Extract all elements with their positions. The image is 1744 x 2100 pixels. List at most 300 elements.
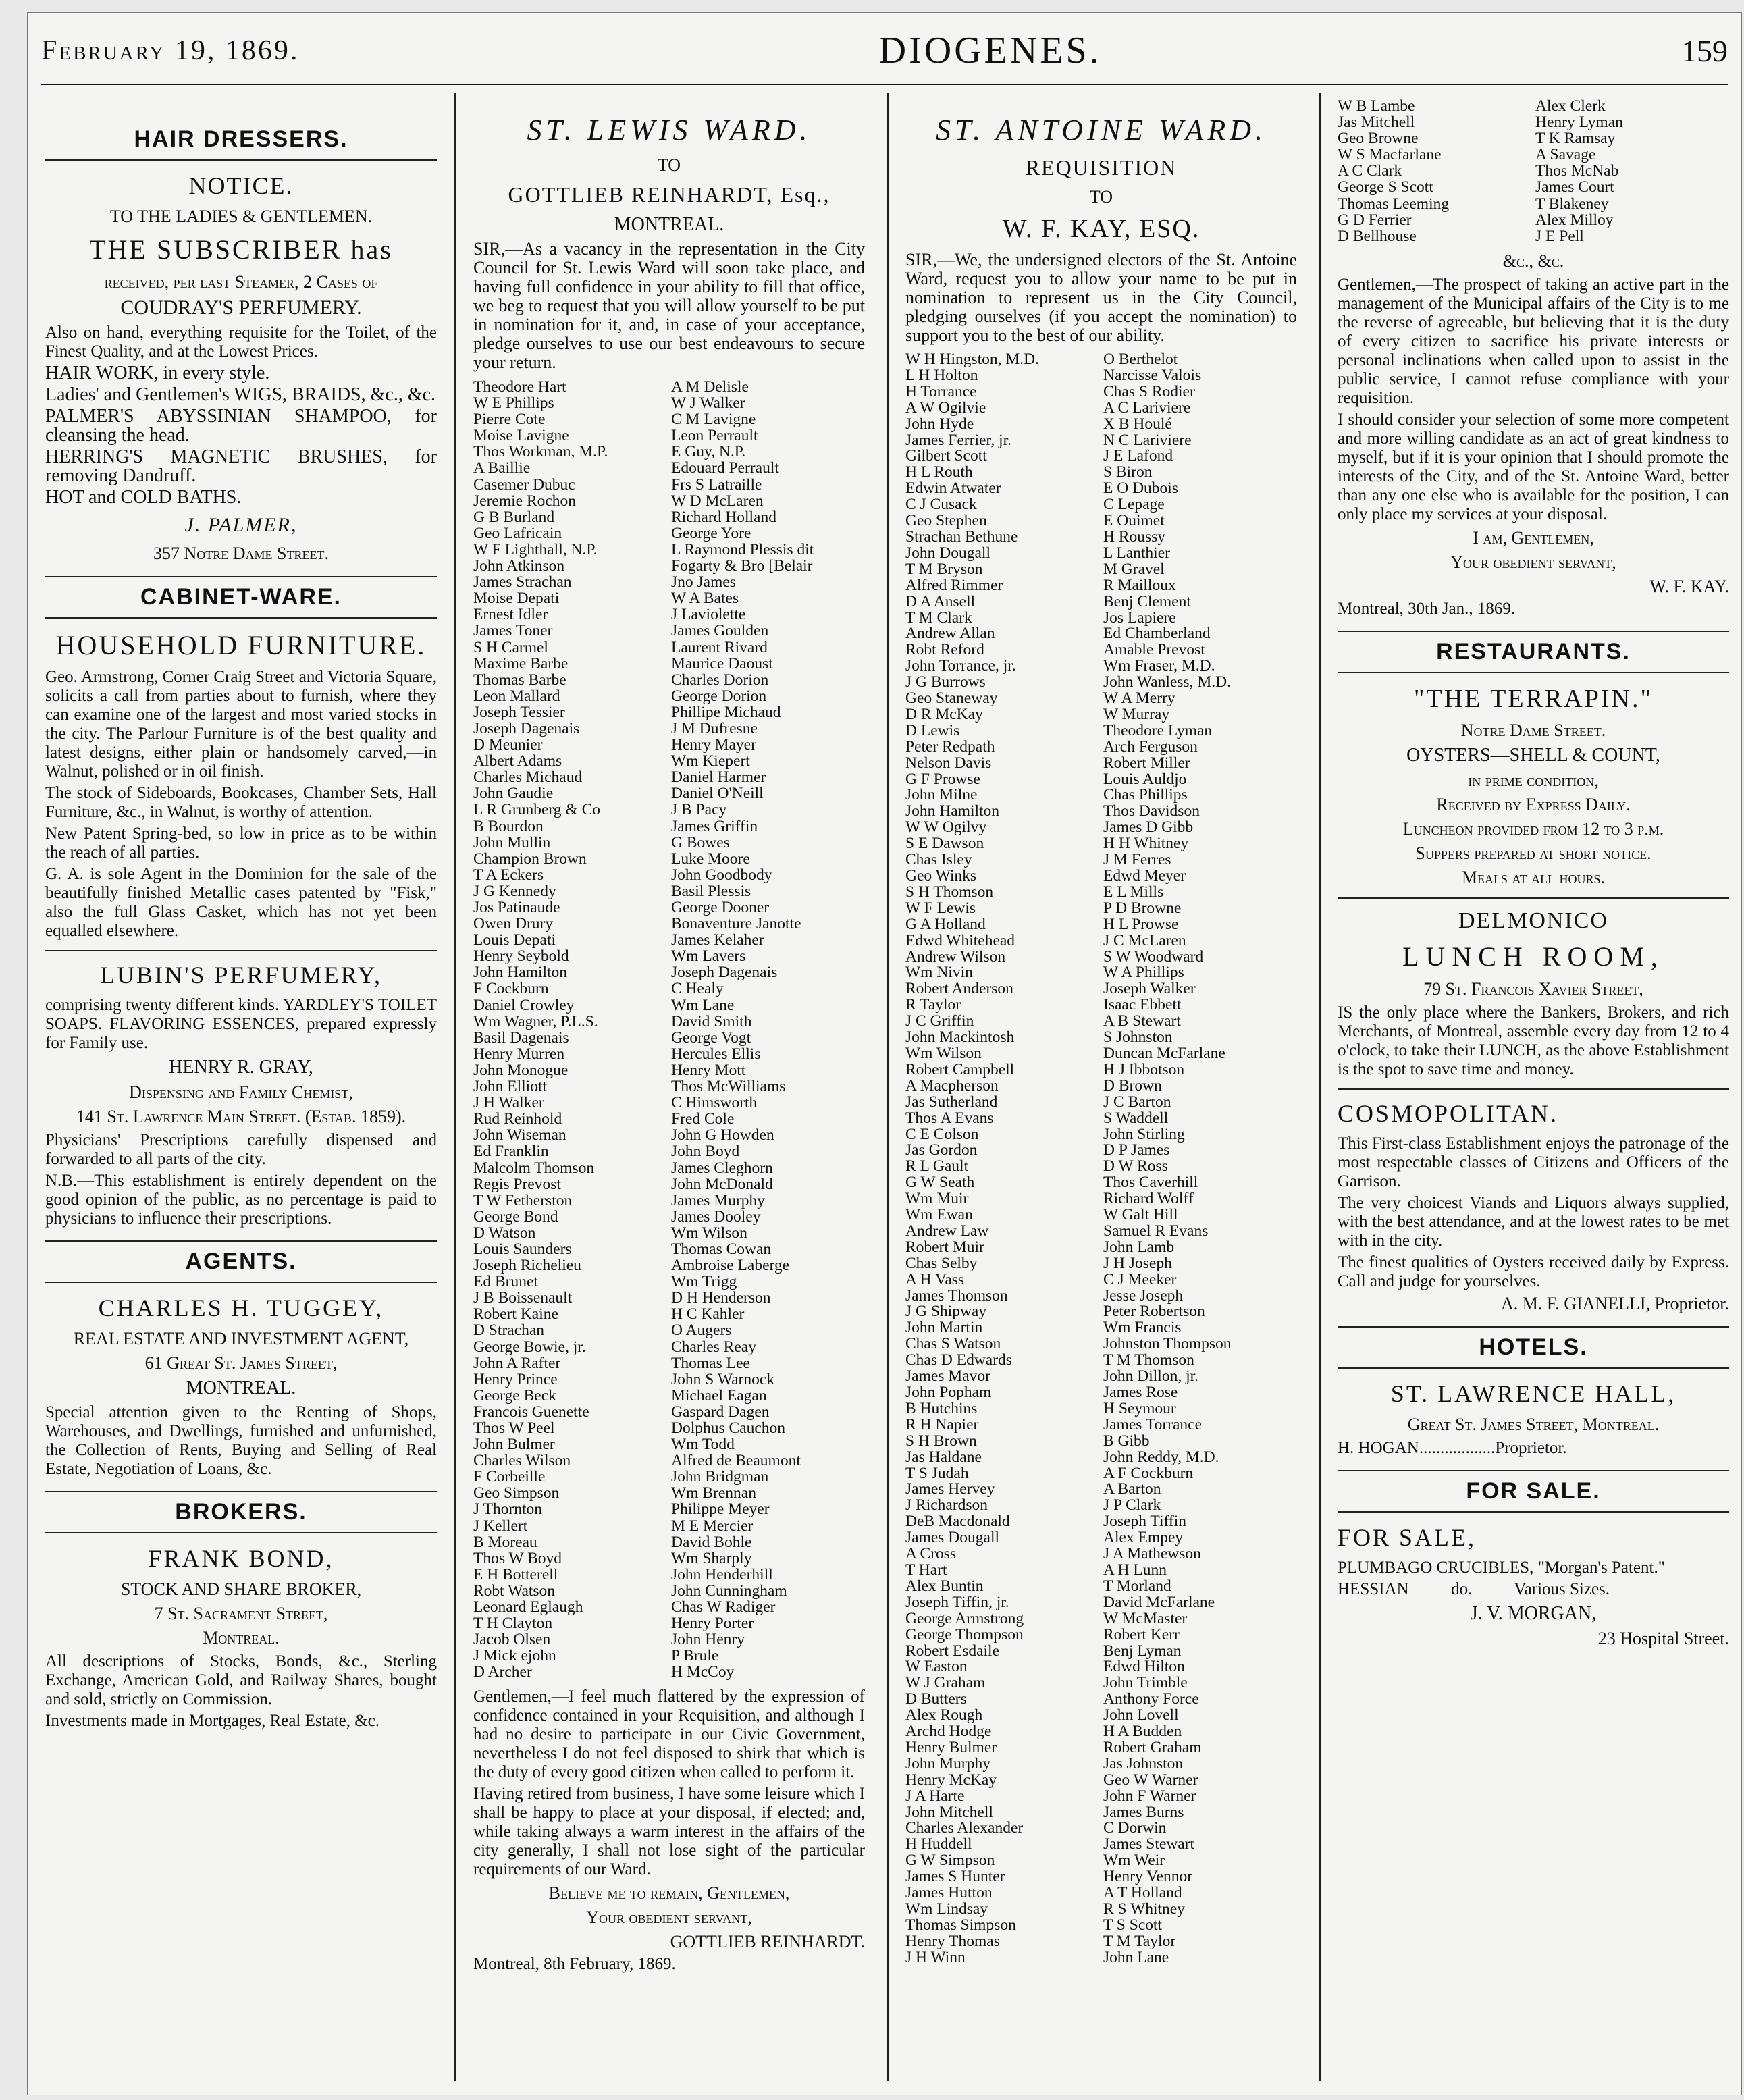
furniture-paragraph: New Patent Spring-bed, so low in price as to be within the reach of all parties.	[45, 824, 437, 862]
cosmopolitan-paragraph: This First-class Establishment enjoys the patronage of the most respectable classes of Citizens and Officers of the Garrison.	[1338, 1134, 1729, 1190]
signatory-name: T S Scott	[1103, 1917, 1163, 1934]
tuggey-address: 61 Great St. James Street,	[144, 1353, 338, 1373]
signatory-name: James Rose	[1103, 1385, 1178, 1401]
reply-paragraph: Gentlemen,—I feel much flattered by the expression of confidence contained in your Requisition, and although I had no desire to participate in our Civic Government, nevertheless I do not feel disposed to shirk that which is the duty of every good citizen when called to perform it.	[473, 1687, 865, 1781]
signatory-name: L R Grunberg & Co	[473, 802, 600, 818]
signatory-name: S H Thomson	[905, 884, 994, 901]
signatory-name: James Cleghorn	[671, 1159, 773, 1176]
signatory-name: E H Botterell	[473, 1566, 558, 1583]
signatory-name: T M Taylor	[1103, 1933, 1176, 1950]
signatory-name: A C Clark	[1338, 163, 1402, 180]
signatory-name: James Hutton	[905, 1885, 993, 1901]
signatory-name: D Archer	[473, 1664, 532, 1681]
signatory-name: Geo Browne	[1338, 130, 1419, 147]
signatory-name: G A Holland	[905, 916, 986, 933]
signatory-name: Wm Lindsay	[905, 1901, 988, 1918]
signatory-name: Wm Lavers	[671, 948, 746, 965]
for-sale-heading: FOR SALE,	[1338, 1523, 1477, 1551]
signatory-name: Robt Watson	[473, 1582, 556, 1600]
signatory-name: Anthony Force	[1103, 1691, 1199, 1708]
signatory-name: W McMaster	[1103, 1610, 1188, 1627]
signatory-name: J G Burrows	[905, 675, 986, 691]
signatory-name: Wm Francis	[1103, 1320, 1182, 1337]
kay-signature: W. F. KAY.	[1649, 576, 1729, 596]
signatory-name: L Raymond Plessis dit	[671, 541, 814, 558]
signatory-name: F Corbeille	[473, 1469, 546, 1486]
signatory-name: Leon Mallard	[473, 687, 560, 704]
signatory-name: Owen Drury	[473, 916, 554, 933]
cosmopolitan-paragraph: The very choicest Viands and Liquors always supplied, with the best attendance, and at the lowest rates to be met with in the city.	[1338, 1193, 1729, 1250]
signatory-name: DeB Macdonald	[905, 1514, 1010, 1531]
signatory-name: Alex Clerk	[1535, 98, 1606, 115]
signatory-name: John Henderhill	[671, 1566, 773, 1583]
signatory-name: Archd Hodge	[905, 1724, 992, 1740]
signatory-name: Bonaventure Janotte	[671, 916, 801, 933]
signatory-name: Henry Mayer	[671, 737, 756, 754]
signatory-name: E O Dubois	[1103, 481, 1178, 498]
signatory-name: Strachan Bethune	[905, 529, 1018, 546]
column-rule	[887, 93, 889, 2081]
signatory-list	[473, 379, 865, 1681]
signatory-name: John Goodbody	[671, 866, 772, 883]
signatory-name: A B Stewart	[1103, 1014, 1181, 1030]
signatory-name: Wm Fraser, M.D.	[1103, 658, 1215, 675]
signatory-name: Dolphus Cauchon	[671, 1420, 786, 1437]
signatory-name: J H Walker	[473, 1095, 544, 1111]
signatory-name: John Martin	[905, 1320, 983, 1337]
signatory-name: John Wanless, M.D.	[1103, 675, 1231, 691]
signatory-name: James Strachan	[473, 574, 572, 591]
signatory-name: S E Dawson	[905, 836, 984, 853]
signatory-name: Malcolm Thomson	[473, 1159, 595, 1176]
delmonico-paragraph: IS the only place where the Bankers, Brokers, and rich Merchants, of Montreal, assemble every day from 12 to 4 o'clock, to take their LUNCH, as the above Establishment is the spot to save time and money.	[1338, 1003, 1729, 1078]
signatory-name: W A Merry	[1103, 691, 1175, 707]
signatory-name: Wm Brennan	[671, 1485, 756, 1502]
signatory-name: H C Kahler	[671, 1306, 745, 1323]
signatory-name: Duncan McFarlane	[1103, 1045, 1225, 1062]
signatory-name: Theodore Hart	[473, 379, 566, 396]
signatory-name: Joseph Walker	[1103, 981, 1196, 998]
signatory-name: Wm Nivin	[905, 965, 973, 982]
tuggey-city: MONTREAL.	[186, 1377, 296, 1398]
signatory-name: Samuel R Evans	[1103, 1223, 1209, 1240]
furniture-heading: HOUSEHOLD FURNITURE.	[55, 630, 427, 660]
signatory-name: T Blakeney	[1535, 195, 1609, 212]
column-rule	[454, 93, 456, 2081]
signatory-name: Alex Buntin	[905, 1578, 984, 1595]
signatory-name: C Healy	[671, 980, 724, 997]
signatory-name: L H Holton	[905, 367, 978, 384]
gray-name: HENRY R. GRAY,	[169, 1057, 313, 1078]
signatory-name: Frs S Latraille	[671, 476, 762, 493]
signatory-name: Henry Lyman	[1535, 114, 1623, 131]
signatory-name: Thomas Leeming	[1338, 195, 1450, 212]
tuggey-paragraph: Special attention given to the Renting of Shops, Warehouses, and Dwellings, furnished and unfurnished, the Collection of Rents, Buying and Selling of Real Estate, Negotiation of Loans, &c.	[45, 1403, 437, 1478]
signatory-name: J G Kennedy	[473, 883, 556, 899]
signatory-name: Daniel Harmer	[671, 769, 766, 786]
signatory-name: Thos Davidson	[1103, 804, 1200, 820]
signatory-name: George Vogt	[671, 1029, 751, 1046]
signatory-name: D Butters	[905, 1691, 967, 1708]
signatory-name: Thomas Simpson	[905, 1917, 1016, 1934]
signatory-name: John Cunningham	[671, 1582, 787, 1600]
addressee: W. F. KAY, ESQ.	[1002, 215, 1200, 243]
signatory-name: H Roussy	[1103, 529, 1166, 546]
signatory-name: J M Dufresne	[671, 720, 758, 737]
signatory-name: N C Lariviere	[1103, 432, 1192, 449]
signatory-name: Ernest Idler	[473, 606, 548, 623]
signatory-name: T K Ramsay	[1535, 130, 1616, 147]
reply-servant: Your obedient servant,	[586, 1907, 752, 1927]
signatory-name: Joseph Tessier	[473, 704, 565, 720]
signatory-name: John Lane	[1103, 1949, 1169, 1966]
signatory-name: D Bellhouse	[1338, 228, 1417, 244]
signatory-name: John Bridgman	[671, 1469, 769, 1486]
signatory-name: George Dorion	[671, 687, 767, 704]
signatory-name: Robert Kerr	[1103, 1627, 1180, 1644]
signatory-name: C J Cusack	[905, 497, 977, 514]
signatory-name: W Galt Hill	[1103, 1207, 1178, 1224]
signatory-name: Alfred Rimmer	[905, 577, 1003, 594]
signatory-name: J H Joseph	[1103, 1255, 1172, 1272]
signatory-name: A W Ogilvie	[905, 400, 986, 417]
signatory-name: T Morland	[1103, 1578, 1171, 1595]
section-hotels: HOTELS.	[1338, 1326, 1729, 1369]
signatory-name: Louis Depati	[473, 932, 556, 949]
signatory-name: Edwd Whitehead	[905, 933, 1015, 949]
signatory-name: George Bowie, jr.	[473, 1338, 586, 1355]
signatory-name: John Reddy, M.D.	[1103, 1449, 1219, 1466]
also-text: Also on hand, everything requisite for the Toilet, of the Finest Quality, and at the Lowest Prices.	[45, 323, 437, 361]
signatory-name: J B Boissenault	[473, 1290, 573, 1307]
tuggey-name: CHARLES H. TUGGEY,	[98, 1294, 384, 1321]
signatory-name: G W Seath	[905, 1175, 975, 1192]
signatory-name: J B Pacy	[671, 802, 727, 818]
cosmopolitan-signature: A. M. F. GIANELLI, Proprietor.	[1500, 1293, 1729, 1313]
signatory-name: James Torrance	[1103, 1417, 1203, 1434]
section-restaurants: RESTAURANTS.	[1338, 631, 1729, 673]
signatory-name: James S Hunter	[905, 1869, 1005, 1886]
signatory-name: Henry Seybold	[473, 948, 569, 965]
signatory-name: Andrew Wilson	[905, 949, 1006, 966]
signatory-name: Thos Workman, M.P.	[473, 444, 608, 461]
signatory-name: Jacob Olsen	[473, 1631, 551, 1648]
hessian-line: HESSIAN do. Various Sizes.	[1338, 1579, 1610, 1598]
addressee-city: MONTREAL.	[614, 214, 724, 235]
signatory-name: D P James	[1103, 1143, 1170, 1159]
delmonico-address: 79 St. Francois Xavier Street,	[1423, 978, 1643, 999]
signatory-name: John Wiseman	[473, 1127, 566, 1144]
signatory-name: S W Woodward	[1103, 949, 1204, 966]
signatory-name: Joseph Tiffin	[1103, 1514, 1186, 1531]
signatory-name: J H Winn	[905, 1949, 966, 1966]
signatory-name: S Biron	[1103, 465, 1153, 481]
signatory-name: Geo Staneway	[905, 691, 998, 707]
signatory-name: C Lepage	[1103, 497, 1165, 514]
signatory-name: J C McLaren	[1103, 933, 1186, 949]
wigs-text: Ladies' and Gentlemen's WIGS, BRAIDS, &c., &c.	[45, 384, 436, 405]
signatory-name: W H Hingston, M.D.	[905, 352, 1040, 368]
signatory-name: Louis Auldjo	[1103, 771, 1187, 788]
signatory-list	[905, 352, 1297, 1966]
column-3	[905, 93, 1297, 2081]
section-hair-dressers: HAIR DRESSERS.	[45, 120, 437, 161]
signatory-name: T S Judah	[905, 1465, 969, 1482]
signatory-name: Pierre Cote	[473, 411, 546, 428]
signatory-name: W J Walker	[671, 395, 745, 412]
notice-heading: NOTICE.	[188, 172, 294, 199]
signatory-name: T Hart	[905, 1562, 947, 1579]
signatory-name: R H Napier	[905, 1417, 979, 1434]
signatory-name: John A Rafter	[473, 1355, 561, 1371]
signatory-name: John Elliott	[473, 1078, 548, 1095]
signatory-name: Benj Clement	[1103, 594, 1191, 610]
signatory-name: D Watson	[473, 1224, 536, 1241]
signatory-name: Benj Lyman	[1103, 1643, 1182, 1660]
signatory-name: Louis Saunders	[473, 1240, 572, 1258]
signatory-name: Francois Guenette	[473, 1403, 589, 1420]
signatory-name: Luke Moore	[671, 850, 750, 867]
signatory-name: John Milne	[905, 787, 978, 804]
signatory-name: James Dooley	[671, 1208, 761, 1225]
lawrence-heading: ST. LAWRENCE HALL,	[1390, 1380, 1676, 1407]
signatory-name: James Court	[1535, 179, 1614, 196]
signatory-name: W A Phillips	[1103, 965, 1184, 982]
signatory-name: Richard Holland	[671, 508, 776, 525]
signatory-name: John F Warner	[1103, 1788, 1196, 1805]
signatory-name: Chas W Radiger	[671, 1599, 776, 1616]
signatory-name: C Himsworth	[671, 1095, 758, 1111]
signatory-name: H L Prowse	[1103, 916, 1179, 933]
signatory-name: James Dougall	[905, 1530, 1000, 1547]
signatory-name: H A Budden	[1103, 1724, 1182, 1740]
signatory-name: James D Gibb	[1103, 820, 1194, 837]
signatory-name: D Brown	[1103, 1078, 1162, 1095]
signatory-name: Thomas Lee	[671, 1355, 750, 1371]
signatory-name: A T Holland	[1103, 1885, 1182, 1901]
signatory-name: Wm Wilson	[671, 1224, 747, 1241]
kay-date: Montreal, 30th Jan., 1869.	[1338, 599, 1516, 618]
divider	[45, 950, 437, 951]
signatory-name: Wm Ewan	[905, 1207, 973, 1224]
signatory-name: John Trimble	[1103, 1675, 1188, 1692]
signatory-name: W E Phillips	[473, 395, 554, 412]
signatory-list	[1338, 98, 1729, 244]
signatory-name: Thomas Barbe	[473, 671, 566, 688]
signatory-name: Chas Isley	[905, 852, 972, 868]
furniture-paragraph: G. A. is sole Agent in the Dominion for the sale of the beautifully finished Metallic cases patented by "Fisk," also the full Glass Casket, which has not yet been equalled elsewhere.	[45, 865, 437, 940]
section-cabinet-ware: CABINET-WARE.	[45, 576, 437, 619]
signatory-name: Jeremie Rochon	[473, 492, 577, 509]
signatory-name: Ambroise Laberge	[671, 1257, 790, 1274]
kay-paragraph: Gentlemen,—The prospect of taking an active part in the management of the Municipal affairs of the City is to me the reverse of agreeable, but believing that it is the duty of every citizen to sacrifice his private interests or personal inclinations when called upon to assist in the public service, I cannot refuse compliance with your requisition.	[1338, 275, 1729, 407]
gray-paragraph: Physicians' Prescriptions carefully dispensed and forwarded to all parts of the city.	[45, 1131, 437, 1168]
ward-heading: ST. ANTOINE WARD.	[935, 113, 1267, 147]
signatory-name: Maurice Daoust	[671, 655, 773, 672]
signatory-name: John G Howden	[671, 1127, 774, 1144]
signatory-name: John Gaudie	[473, 785, 554, 802]
signatory-name: J G Shipway	[905, 1304, 987, 1321]
requisition-heading: REQUISITION	[1025, 155, 1178, 180]
signatory-name: Henry Bulmer	[905, 1739, 997, 1756]
signatory-name: Jas Mitchell	[1338, 114, 1415, 131]
signatory-name: T M Thomson	[1103, 1353, 1194, 1369]
signatory-name: H L Routh	[905, 465, 973, 481]
morgan-name: J. V. MORGAN,	[1470, 1602, 1597, 1624]
signatory-name: John Hyde	[905, 416, 974, 433]
kay-paragraph: I should consider your selection of some more competent and more willing candidate as an act of great kindness to myself, but if it is your opinion that I should promote the interests of the City, and of the St. Antoine Ward, better than any one else who is available for the position, I can only place my services at your disposal.	[1338, 410, 1729, 523]
divider	[1338, 1088, 1729, 1090]
bond-city: Montreal.	[203, 1628, 280, 1648]
signatory-name: Andrew Law	[905, 1223, 989, 1240]
signatory-name: D W Ross	[1103, 1159, 1168, 1176]
signatory-name: J Richardson	[905, 1498, 988, 1515]
column-1	[45, 93, 437, 2081]
signatory-name: Edwd Meyer	[1103, 868, 1186, 885]
signatory-name: H Huddell	[905, 1837, 972, 1854]
notice-audience: TO THE LADIES & GENTLEMEN.	[109, 207, 373, 226]
signatory-name: Robert Graham	[1103, 1739, 1202, 1756]
signatory-name: J Kellert	[473, 1517, 528, 1534]
signatory-name: Alfred de Beaumont	[671, 1452, 801, 1469]
signatory-name: A H Lunn	[1103, 1562, 1167, 1579]
signatory-name: T M Bryson	[905, 561, 983, 578]
signatory-name: Robert Miller	[1103, 755, 1190, 772]
signatory-name: T M Clark	[905, 610, 972, 627]
signatory-name: Peter Redpath	[905, 739, 995, 756]
signatory-name: James Hervey	[905, 1481, 995, 1498]
signatory-name: S Waddell	[1103, 1110, 1169, 1127]
signatory-name: J Laviolette	[671, 606, 746, 623]
luncheon-text: Luncheon provided from 12 to 3 p.m.	[1402, 818, 1664, 839]
signatory-name: John Torrance, jr.	[905, 658, 1016, 675]
baths-text: HOT and COLD BATHS.	[45, 487, 242, 508]
shampoo-text: PALMER'S ABYSSINIAN SHAMPOO, for cleansing the head.	[45, 406, 437, 446]
signatory-name: John Murphy	[905, 1756, 990, 1773]
signatory-name: Fogarty & Bro [Belair	[671, 558, 813, 575]
signatory-name: John Mitchell	[905, 1804, 993, 1821]
kay-close: I am, Gentlemen,	[1473, 527, 1594, 548]
signatory-name: B Bourdon	[473, 818, 544, 835]
prime-text: in prime condition,	[1468, 770, 1599, 790]
signatory-name: Edwd Hilton	[1103, 1659, 1185, 1676]
palmer-address: 357 Notre Dame Street.	[153, 544, 329, 563]
signatory-name: D Lewis	[905, 723, 960, 739]
issue-date: February 19, 1869.	[41, 35, 300, 66]
column-2	[473, 93, 865, 2081]
signatory-name: S H Brown	[905, 1433, 977, 1450]
signatory-name: Ed Brunet	[473, 1274, 538, 1290]
signatory-name: Nelson Davis	[905, 755, 992, 772]
newspaper-page	[27, 12, 1742, 2095]
signatory-name: J E Pell	[1535, 228, 1584, 244]
signatory-name: Geo Stephen	[905, 513, 987, 529]
signatory-name: Joseph Tiffin, jr.	[905, 1594, 1009, 1611]
delmonico-heading: DELMONICO	[1458, 908, 1608, 933]
signatory-name: George Beck	[473, 1387, 556, 1404]
signatory-name: Henry McKay	[905, 1772, 997, 1789]
signatory-name: B Gibb	[1103, 1433, 1150, 1450]
kay-servant: Your obedient servant,	[1450, 552, 1616, 572]
signatory-name: J E Lafond	[1103, 448, 1173, 465]
signatory-name: Wm Weir	[1103, 1853, 1165, 1870]
signatory-name: John Hamilton	[473, 964, 568, 981]
signatory-name: Philippe Meyer	[671, 1501, 770, 1518]
signatory-name: Joseph Richelieu	[473, 1257, 581, 1274]
signatory-name: Alex Milloy	[1535, 211, 1614, 228]
signatory-name: John Boyd	[671, 1143, 740, 1160]
page-number: 159	[1681, 33, 1728, 68]
signatory-name: Henry Prince	[473, 1371, 558, 1388]
signatory-name: G W Simpson	[905, 1853, 995, 1870]
paper-title: DIOGENES.	[878, 30, 1102, 72]
signatory-name: Champion Brown	[473, 850, 587, 867]
signatory-name: Leonard Eglaugh	[473, 1599, 583, 1616]
signatory-name: R S Whitney	[1103, 1901, 1185, 1918]
signatory-name: Robert Campbell	[905, 1061, 1015, 1078]
signatory-name: John Bulmer	[473, 1436, 555, 1453]
received-text: received, per last Steamer, 2 Cases of	[104, 272, 378, 292]
signatory-name: Alex Rough	[905, 1708, 983, 1725]
signatory-name: Wm Kiepert	[671, 753, 750, 770]
furniture-paragraph: The stock of Sideboards, Bookcases, Chamber Sets, Hall Furniture, &c., in Walnut, is worthy of attention.	[45, 784, 437, 821]
signatory-name: D H Henderson	[671, 1290, 771, 1307]
signatory-name: George S Scott	[1338, 179, 1433, 196]
signatory-name: Moise Lavigne	[473, 427, 569, 444]
signatory-name: Phillipe Michaud	[671, 704, 781, 720]
signatory-name: David McFarlane	[1103, 1594, 1215, 1611]
signatory-name: D R McKay	[905, 706, 983, 723]
signatory-name: John Lamb	[1103, 1239, 1175, 1256]
signatory-name: Chas Selby	[905, 1255, 978, 1272]
reply-paragraph: Having retired from business, I have some leisure which I shall be happy to place at your disposal, if elected; and, while taking always a warm interest in the affairs of the city generally, I shall not lose sight of the particular requirements of our Ward.	[473, 1784, 865, 1879]
signatory-name: Charles Reay	[671, 1338, 756, 1355]
signatory-name: George Bond	[473, 1208, 558, 1225]
signatory-name: Ed Chamberland	[1103, 626, 1211, 643]
bond-paragraph: All descriptions of Stocks, Bonds, &c., Sterling Exchange, American Gold, and Railway Shares, bought and sold, strictly on Commission.	[45, 1652, 437, 1708]
signatory-name: James Murphy	[671, 1192, 766, 1209]
signatory-name: John S Warnock	[671, 1371, 775, 1388]
signatory-name: A Savage	[1535, 147, 1596, 163]
signatory-name: E Guy, N.P.	[671, 444, 746, 461]
signatory-name: Thos A Evans	[905, 1110, 994, 1127]
gray-paragraph: N.B.—This establishment is entirely dependent on the good opinion of the public, as no percentage is paid to physicians to influence their prescriptions.	[45, 1172, 437, 1228]
signatory-name: D Meunier	[473, 737, 543, 754]
signatory-name: O Augers	[671, 1322, 732, 1339]
signatory-name: Robt Reford	[905, 642, 984, 659]
signatory-name: John Lovell	[1103, 1708, 1179, 1725]
bond-name: FRANK BOND,	[148, 1545, 334, 1572]
signatory-name: Jas Haldane	[905, 1449, 982, 1466]
signatory-name: Moise Depati	[473, 590, 560, 607]
signatory-name: J Thornton	[473, 1501, 543, 1518]
signatory-name: James Ferrier, jr.	[905, 432, 1011, 449]
signatory-name: Albert Adams	[473, 753, 562, 770]
signatory-name: Joseph Dagenais	[473, 720, 580, 737]
signatory-name: O Berthelot	[1103, 352, 1178, 368]
signatory-name: W W Ogilvy	[905, 820, 987, 837]
signatory-name: Theodore Lyman	[1103, 723, 1213, 739]
requisition-letter: SIR,—As a vacancy in the representation in the City Council for St. Lewis Ward will soon take place, and having full confidence in your ability to fill that office, we beg to request that you will allow yourself to be put in nomination for it, and, in case of your acceptance, pledge ourselves to use our best endeavours to secure your return.	[473, 239, 865, 372]
signatory-name: Daniel Crowley	[473, 997, 575, 1014]
signatory-name: John Atkinson	[473, 558, 565, 575]
coudray-text: COUDRAY'S PERFUMERY.	[120, 296, 362, 319]
signatory-name: W F Lighthall, N.P.	[473, 541, 598, 558]
signatory-name: John Stirling	[1103, 1126, 1185, 1143]
signatory-name: John McDonald	[671, 1176, 773, 1192]
signatory-name: Andrew Allan	[905, 626, 995, 643]
signatory-name: James Burns	[1103, 1804, 1184, 1821]
